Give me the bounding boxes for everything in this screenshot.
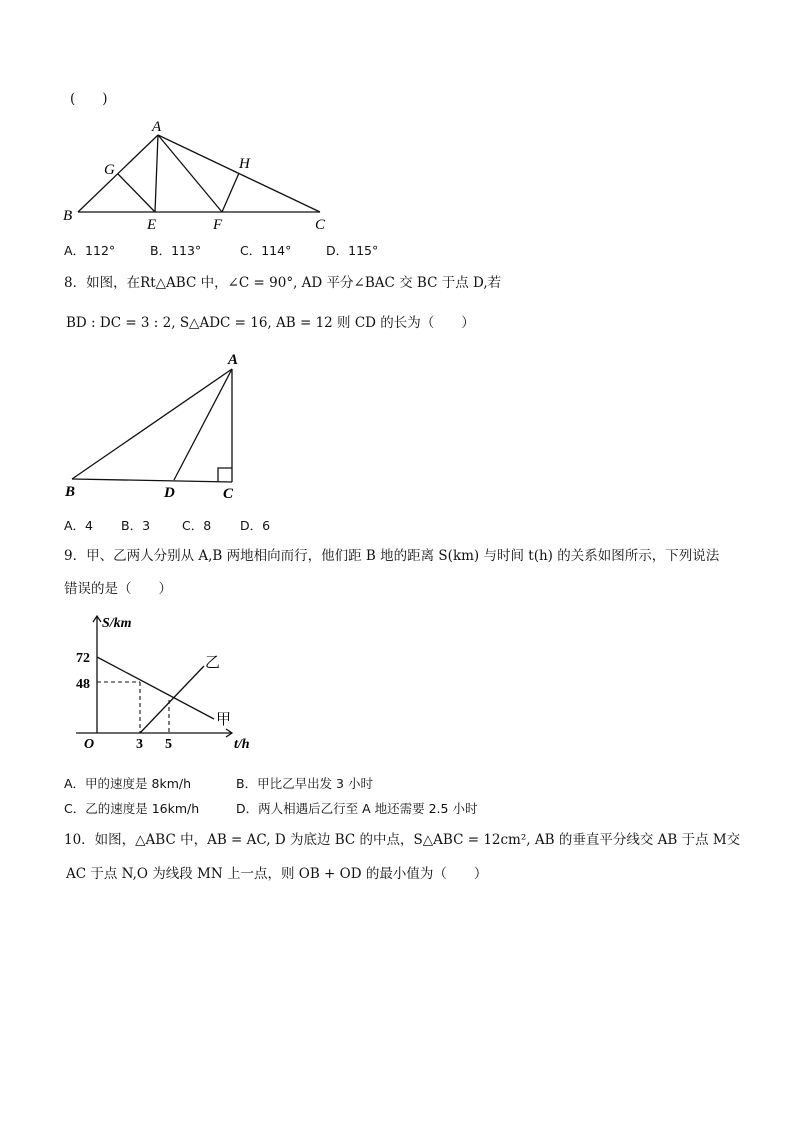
q7-label-e: E xyxy=(147,217,157,233)
q8-stem-line1: 8．如图，在Rt△ABC 中，∠C = 90°, AD 平分∠BAC 交 BC 于点 D,若 xyxy=(64,275,502,291)
q7-answer-paren: ( ) xyxy=(70,91,108,107)
q7-label-b: B xyxy=(63,208,73,224)
q7-label-h: H xyxy=(239,156,250,172)
q10-stem-line2: AC 于点 N,O 为线段 MN 上一点，则 OB + OD 的最小值为（ ） xyxy=(66,866,488,882)
q9-stem-line2: 错误的是（ ） xyxy=(64,581,172,597)
q9-option-c: C．乙的速度是 16km/h xyxy=(64,801,200,816)
q7-label-c: C xyxy=(315,217,326,233)
q9-line-jia xyxy=(97,657,214,719)
q7-segment-ge xyxy=(118,174,155,212)
q7-segment-ab xyxy=(78,135,158,212)
q9-tick-3: 3 xyxy=(136,737,143,752)
q7-option-a: A．112° xyxy=(64,243,116,258)
q9-series-yi-label: 乙 xyxy=(205,653,221,671)
q9-line-yi xyxy=(140,666,204,733)
q10-stem-line1: 10．如图，△ABC 中，AB = AC, D 为底边 BC 的中点，S△ABC = 12cm², AB 的垂直平分线交 AB 于点 M交 xyxy=(64,832,741,848)
q8-option-b: B．3 xyxy=(121,518,151,533)
q8-option-a: A．4 xyxy=(64,518,94,533)
q7-segment-af xyxy=(158,135,222,212)
q9-tick-72: 72 xyxy=(76,651,90,666)
q7-label-g: G xyxy=(104,162,115,178)
q8-label-b: B xyxy=(65,484,76,500)
q8-stem-line2: BD : DC = 3 : 2, S△ADC = 16, AB = 12 则 CD 的长为（ ） xyxy=(66,315,475,331)
q8-segment-bc xyxy=(72,479,232,482)
q9-tick-5: 5 xyxy=(165,737,172,752)
q9-option-d: D．两人相遇后乙行至 A 地还需要 2.5 小时 xyxy=(236,801,478,816)
q8-right-angle-mark xyxy=(218,468,232,482)
q8-label-c: C xyxy=(223,486,234,502)
q8-label-d: D xyxy=(164,485,175,501)
q9-origin-label: O xyxy=(84,737,95,752)
q9-x-axis-label: t/h xyxy=(234,737,250,752)
q8-option-c: C．8 xyxy=(182,518,212,533)
q7-option-c: C．114° xyxy=(240,243,292,258)
q8-segment-ab xyxy=(72,369,232,479)
q9-option-a: A．甲的速度是 8km/h xyxy=(64,776,192,791)
q7-option-d: D．115° xyxy=(326,243,379,258)
q8-segment-ad xyxy=(174,369,232,480)
q7-segment-hf xyxy=(222,173,239,212)
q9-tick-48: 48 xyxy=(76,677,90,692)
q7-option-b: B．113° xyxy=(150,243,202,258)
q7-segment-ae xyxy=(155,135,158,212)
q8-option-d: D．6 xyxy=(240,518,271,533)
q9-stem-line1: 9．甲、乙两人分别从 A,B 两地相向而行，他们距 B 地的距离 S(km) 与时间 t(h) 的关系如图所示，下列说法 xyxy=(64,548,720,564)
q9-series-jia-label: 甲 xyxy=(216,710,232,728)
q8-label-a: A xyxy=(228,352,239,368)
q7-label-a: A xyxy=(152,119,162,135)
q9-y-axis-label: S/km xyxy=(102,616,132,631)
q9-option-b: B．甲比乙早出发 3 小时 xyxy=(236,776,373,791)
q7-label-f: F xyxy=(213,217,223,233)
